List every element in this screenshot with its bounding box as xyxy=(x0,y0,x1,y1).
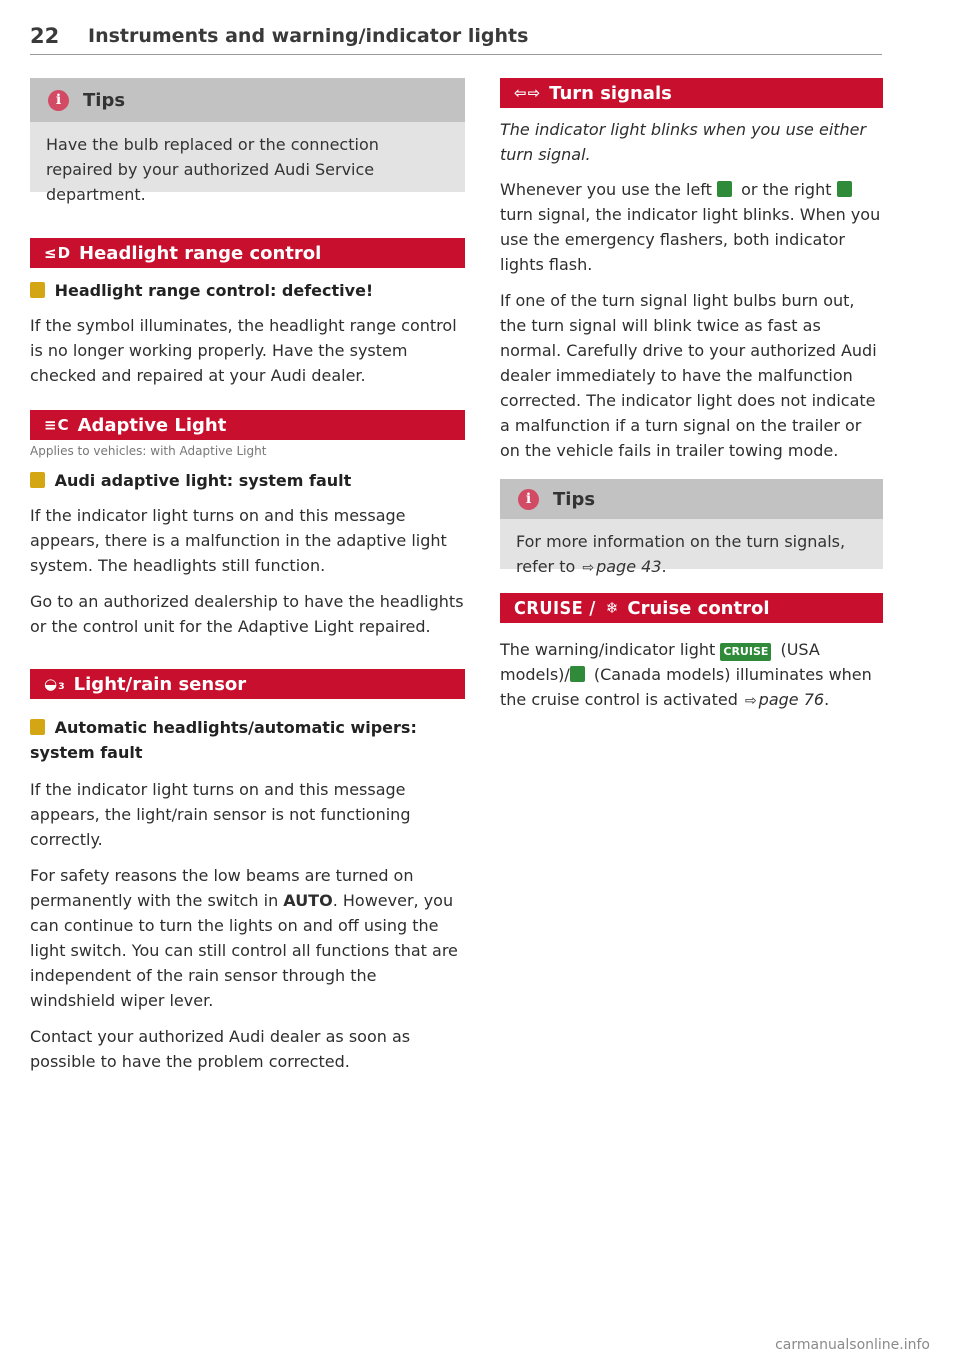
headlight-warning-heading xyxy=(30,278,465,303)
running-title: Instruments and warning/indicator lights xyxy=(88,25,529,47)
cruise-body-end: . xyxy=(824,690,830,709)
headlight-range-icon: ≤D xyxy=(44,244,72,262)
tips-text: Have the bulb replaced or the connection repaired by your authorized Audi Service department. xyxy=(46,135,379,204)
left-column xyxy=(30,78,465,1074)
turn-body-1-text: Whenever you use the left xyxy=(500,180,717,199)
applies-note: Applies to vehicles: with Adaptive Light xyxy=(30,444,267,458)
light-rain-sensor-icon: ◒₃ xyxy=(44,675,66,693)
cruise-control-section-header xyxy=(500,593,883,623)
cruise-indicator-icon: CRUISE xyxy=(720,643,771,661)
cruise-body-text: The warning/indicator light xyxy=(500,640,721,659)
canada-cruise-indicator-icon xyxy=(570,666,585,682)
rain-body-2-text: For safety reasons the low beams are turned on permanently with the switch in xyxy=(30,866,414,910)
tips-title: Tips xyxy=(553,488,596,510)
headlight-range-section-header xyxy=(30,238,465,268)
auto-switch-label: AUTO xyxy=(283,891,333,910)
turn-signal-arrows-icon: ⇦⇨ xyxy=(514,84,542,102)
page-header xyxy=(30,24,882,55)
rain-body-3: Contact your authorized Audi dealer as soon as possible to have the problem corrected. xyxy=(30,1027,411,1071)
tips-header xyxy=(30,78,465,122)
left-turn-indicator-icon xyxy=(717,181,732,197)
adaptive-light-section-header xyxy=(30,410,465,440)
turn-body-1 xyxy=(500,177,883,277)
rain-warning-heading-text: Automatic headlights/automatic wipers: system fault xyxy=(30,718,417,762)
turn-body-2: If one of the turn signal light bulbs burn out, the turn signal will blink twice as fast as normal. Carefully drive to your authorized Audi dealer immediately to have the malfunction corrected. The indicator light does not indicate a malfunction if a turn signal on the trailer or on the vehicle fails in trailer towing mode. xyxy=(500,291,877,460)
section-title: Adaptive Light xyxy=(77,414,227,436)
right-column xyxy=(500,78,883,714)
page-ref-arrow-icon: ⇨ xyxy=(582,560,595,576)
adaptive-body-2: Go to an authorized dealership to have the headlights or the control unit for the Adaptive Light repaired. xyxy=(30,592,464,636)
section-title: Headlight range control xyxy=(79,242,322,264)
turn-body-1-text-b: or the right xyxy=(736,180,837,199)
tips-box xyxy=(30,78,465,204)
watermark: carmanualsonline.info xyxy=(775,1337,930,1353)
cruise-body xyxy=(500,637,883,714)
headlight-body: If the symbol illuminates, the headlight range control is no longer working properly. Have the system checked and repaired at your Audi dealer. xyxy=(30,316,457,385)
cruise-label-icon: CRUISE / xyxy=(514,597,596,619)
turn-signals-section-header xyxy=(500,78,883,108)
info-icon: i xyxy=(518,489,539,510)
tips-box xyxy=(500,479,883,576)
section-title: Turn signals xyxy=(549,82,672,104)
cruise-body-text-b: (USA models)/ xyxy=(500,640,820,684)
headlight-range-indicator-icon xyxy=(30,282,45,298)
turn-intro: The indicator light blinks when you use either turn signal. xyxy=(500,120,867,164)
page-reference-link[interactable]: page 76 xyxy=(758,690,825,709)
section-title: Light/rain sensor xyxy=(73,673,247,695)
cruise-speedometer-icon: ❄ xyxy=(605,599,620,617)
tips-header xyxy=(500,479,883,519)
tips-text-end: . xyxy=(661,557,667,576)
rain-warning-heading xyxy=(30,715,465,765)
right-turn-indicator-icon xyxy=(837,181,852,197)
page-number: 22 xyxy=(30,24,60,48)
adaptive-warning-heading-text: Audi adaptive light: system fault xyxy=(54,471,352,490)
rain-sensor-section-header xyxy=(30,669,465,699)
adaptive-body-1: If the indicator light turns on and this message appears, there is a malfunction in the adaptive light system. The headlights still function. xyxy=(30,506,447,575)
rain-body-2 xyxy=(30,863,465,1013)
rain-body-2-text-cont: . However, you can continue to turn the lights on and off using the light switch. You can still control all functions that are independent of the rain sensor through the windshield wiper lever. xyxy=(30,891,458,1010)
page-ref-arrow-icon: ⇨ xyxy=(744,693,757,709)
tips-text-body: For more information on the turn signals, refer to xyxy=(516,532,846,576)
section-title: Cruise control xyxy=(627,597,770,619)
rain-sensor-indicator-icon xyxy=(30,719,45,735)
headlight-warning-heading-text: Headlight range control: defective! xyxy=(54,281,374,300)
tips-title: Tips xyxy=(83,89,126,111)
cruise-body-text-c: (Canada models) illuminates when the cruise control is activated xyxy=(500,665,872,709)
info-icon: i xyxy=(48,90,69,111)
adaptive-light-indicator-icon xyxy=(30,472,45,488)
adaptive-light-icon: ≡C xyxy=(44,416,70,434)
rain-body-1: If the indicator light turns on and this message appears, the light/rain sensor is not functioning correctly. xyxy=(30,780,411,849)
adaptive-warning-heading xyxy=(30,468,465,493)
turn-body-1-text-c: turn signal, the indicator light blinks. When you use the emergency flashers, both indicator lights flash. xyxy=(500,205,881,274)
page-reference-link[interactable]: page 43 xyxy=(596,557,662,576)
